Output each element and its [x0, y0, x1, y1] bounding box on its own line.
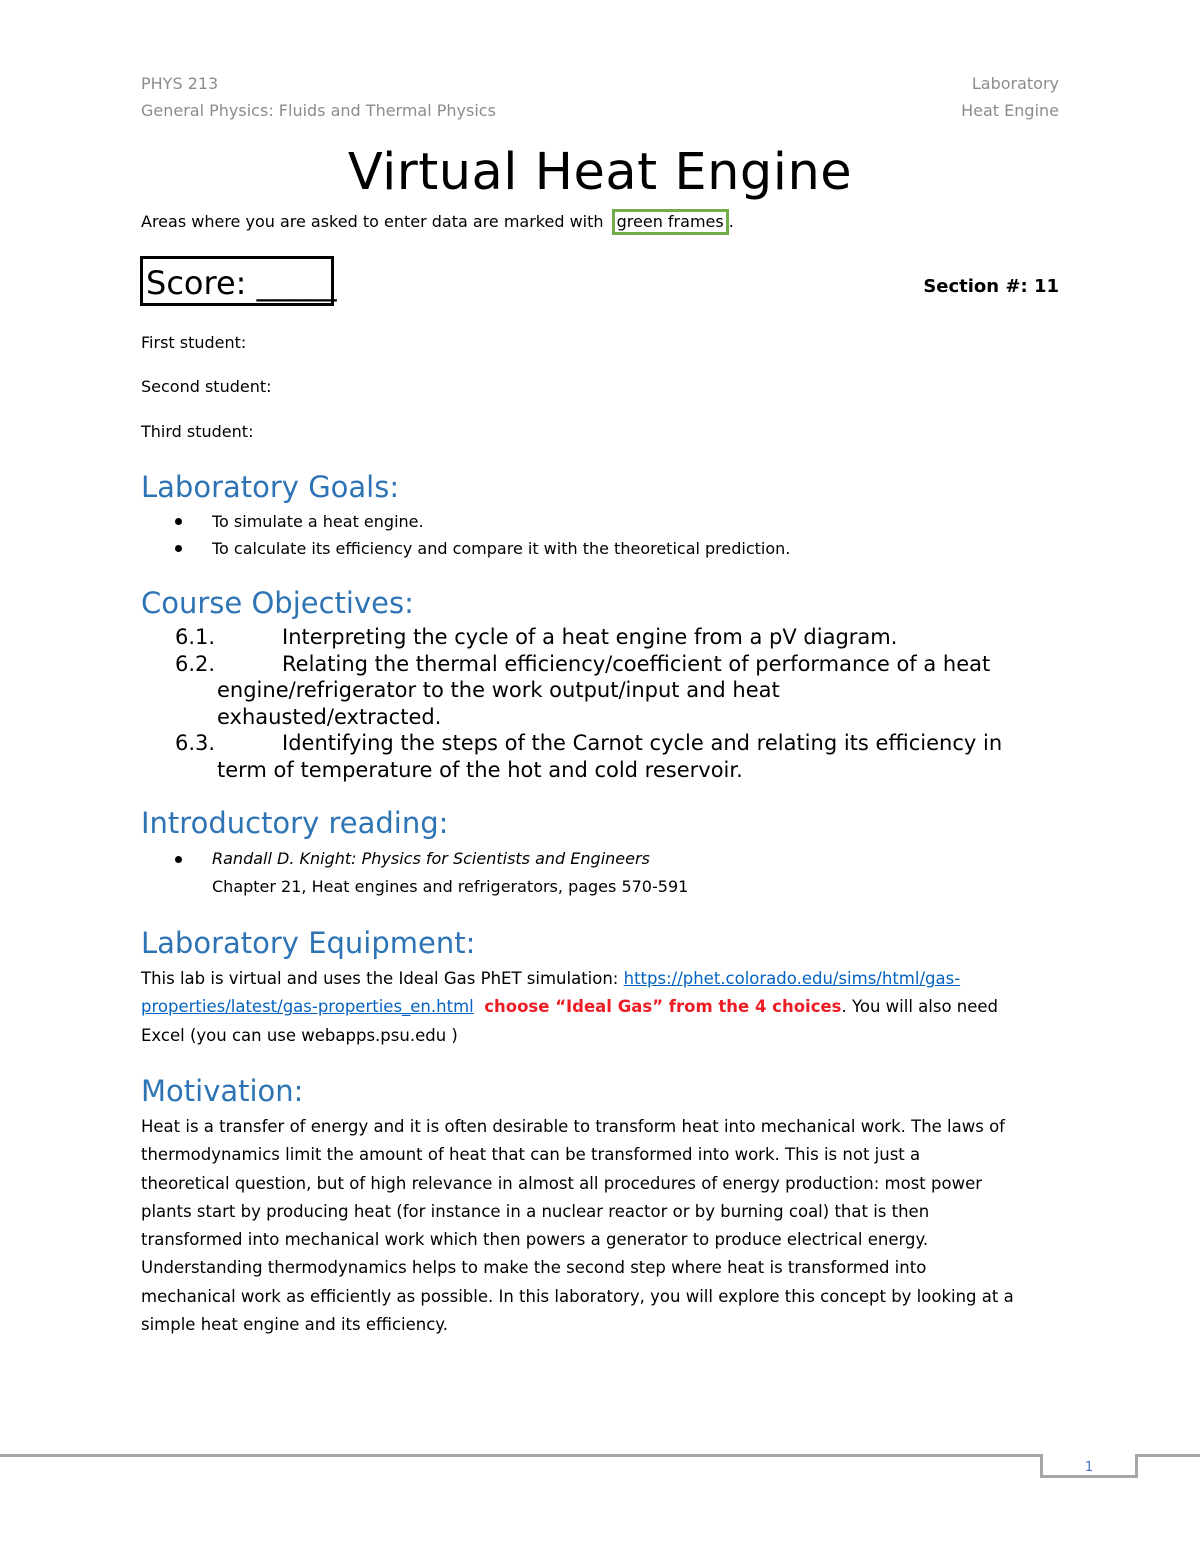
equipment-paragraph: This lab is virtual and uses the Ideal Gas PhET simulation: https://phet.colorado.edu/sims/html/gas- properties/latest/gas-properties_en.html choose “Ideal Gas” from the 4 choices. You will also need Excel (you can use webapps.psu.edu ) — [141, 969, 999, 1045]
motivation-heading: Motivation: — [141, 1074, 304, 1108]
page-number: 1 — [1084, 1460, 1094, 1475]
reading-list — [141, 845, 688, 901]
intro-text: Areas where you are asked to enter data are marked with — [141, 212, 604, 231]
equipment-heading: Laboratory Equipment: — [141, 926, 476, 960]
header-left — [141, 70, 496, 124]
intro-line — [141, 208, 734, 236]
bullet-icon — [175, 518, 182, 525]
list-item: 6.3. Identifying the steps of the Carnot cycle and relating its efficiency in term of temperature of the hot and cold reservoir. — [175, 731, 1003, 782]
page-title: Virtual Heat Engine — [347, 143, 853, 202]
doc-topic: Heat Engine — [961, 101, 1059, 120]
course-name: General Physics: Fluids and Thermal Physics — [141, 101, 496, 120]
bullet-icon — [175, 545, 182, 552]
ideal-gas-instruction: choose “Ideal Gas” from the 4 choices — [484, 997, 842, 1017]
section-number — [923, 276, 1059, 297]
objectives-list — [175, 624, 1065, 783]
list-item: 6.2. Relating the thermal efficiency/coefficient of performance of a heat engine/refrigerator to the work output/input and heat exhausted/extracted. — [175, 651, 991, 729]
section-label: Section #: — [923, 276, 1028, 297]
bullet-icon — [175, 856, 182, 863]
doc-type: Laboratory — [971, 74, 1059, 93]
reading-chapter: Chapter 21, Heat engines and refrigerators, pages 570-591 — [212, 877, 689, 896]
intro-period: . — [728, 212, 734, 231]
section-value: 11 — [1033, 276, 1059, 297]
footer-rule — [0, 1454, 1200, 1457]
objectives-heading: Course Objectives: — [141, 586, 414, 620]
list-item: Randall D. Knight: Physics for Scientists and Engineers — [141, 845, 688, 873]
list-item: 6.1. Interpreting the cycle of a heat engine from a pV diagram. — [175, 625, 898, 649]
goals-heading: Laboratory Goals: — [141, 470, 400, 504]
header-right — [961, 70, 1059, 124]
list-item: To calculate its efficiency and compare it with the theoretical prediction. — [141, 535, 790, 562]
green-frame-example: green frames — [612, 209, 729, 235]
motivation-paragraph: Heat is a transfer of energy and it is often desirable to transform heat into mechanical work. The laws of thermodynamics limit the amount of heat that can be transformed into work. This is not just a theoretical question, but of high relevance in almost all procedures of energy production: most power plants start by producing heat (for instance in a nuclear reactor or by burning coal) that is then transformed into mechanical work which then powers a generator to produce electrical energy. Understanding thermodynamics helps to make the second step where heat is transformed into mechanical work as efficiently as possible. In this laboratory, you will explore this concept by looking at a simple heat engine and its efficiency. — [141, 1117, 1014, 1335]
phet-link-continued[interactable]: properties/latest/gas-properties_en.html — [141, 997, 474, 1017]
second-student-field[interactable]: Second student: — [141, 377, 272, 396]
reading-heading: Introductory reading: — [141, 806, 449, 840]
phet-link[interactable]: https://phet.colorado.edu/sims/html/gas- — [623, 969, 961, 988]
course-code: PHYS 213 — [141, 74, 219, 93]
first-student-field[interactable]: First student: — [141, 333, 247, 352]
list-item: To simulate a heat engine. — [141, 508, 790, 535]
goals-list — [141, 508, 790, 562]
third-student-field[interactable]: Third student: — [141, 422, 254, 441]
score-box[interactable]: Score: _____ — [140, 256, 334, 306]
